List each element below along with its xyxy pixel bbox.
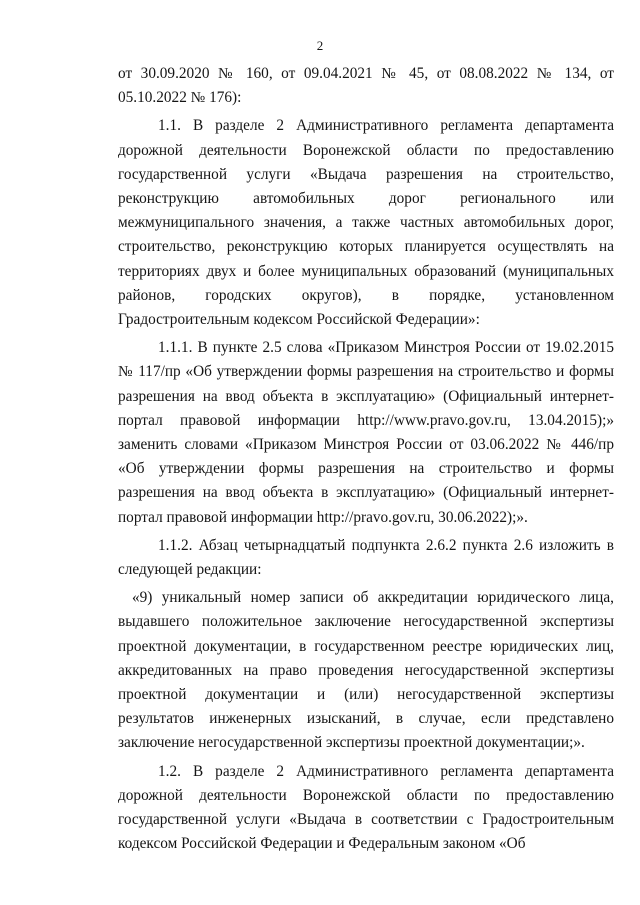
document-body [118, 62, 614, 857]
paragraph-1-1-1: 1.1.1. В пункте 2.5 слова «Приказом Минстроя России от 19.02.2015 № 117/пр «Об утверждении формы разрешения на строительство и формы разрешения на ввод объекта в эксплуатацию» (Официальный интернет-портал правовой информации http://www.pravo.gov.ru, 13.04.2015);» заменить словами «Приказом Минстроя России от 03.06.2022 № 446/пр «Об утверждении формы разрешения на строительство и формы разрешения на ввод объекта в эксплуатацию» (Официальный интернет-портал правовой информации http://pravo.gov.ru, 30.06.2022);». [118, 339, 614, 526]
paragraph-1-1: 1.1. В разделе 2 Административного регламента департамента дорожной деятельности Воронежской области по предоставлению государственной услуги «Выдача разрешения на строительство, реконструкцию автомобильных дорог регионального или межмуниципального значения, а также частных автомобильных дорог, строительство, реконструкцию которых планируется осуществлять на территориях двух и более муниципальных образований (муниципальных районов, городских округов), в порядке, установленном Градостроительным кодексом Российской Федерации»: [118, 117, 614, 329]
paragraph-quote: «9) уникальный номер записи об аккредитации юридического лица, выдавшего положительное заключение негосударственной экспертизы проектной документации, в государственном реестре юридических лиц, аккредитованных на право проведения негосударственной экспертизы проектной документации и (или) негосударственной экспертизы результатов инженерных изысканий, в случае, если представлено заключение негосударственной экспертизы проектной документации;». [118, 589, 614, 752]
page-number: 2 [316, 38, 324, 53]
paragraph-1-1-2: 1.1.2. Абзац четырнадцатый подпункта 2.6.2 пункта 2.6 изложить в следующей редакции: [118, 536, 614, 579]
paragraph-1-2: 1.2. В разделе 2 Административного регламента департамента дорожной деятельности Воронежской области по предоставлению государственной услуги «Выдача в соответствии с Градостроительным кодексом Российской Федерации и Федеральным законом «Об [118, 762, 614, 853]
paragraph-intro: от 30.09.2020 № 160, от 09.04.2021 № 45, от 08.08.2022 № 134, от 05.10.2022 № 176): [118, 65, 614, 107]
